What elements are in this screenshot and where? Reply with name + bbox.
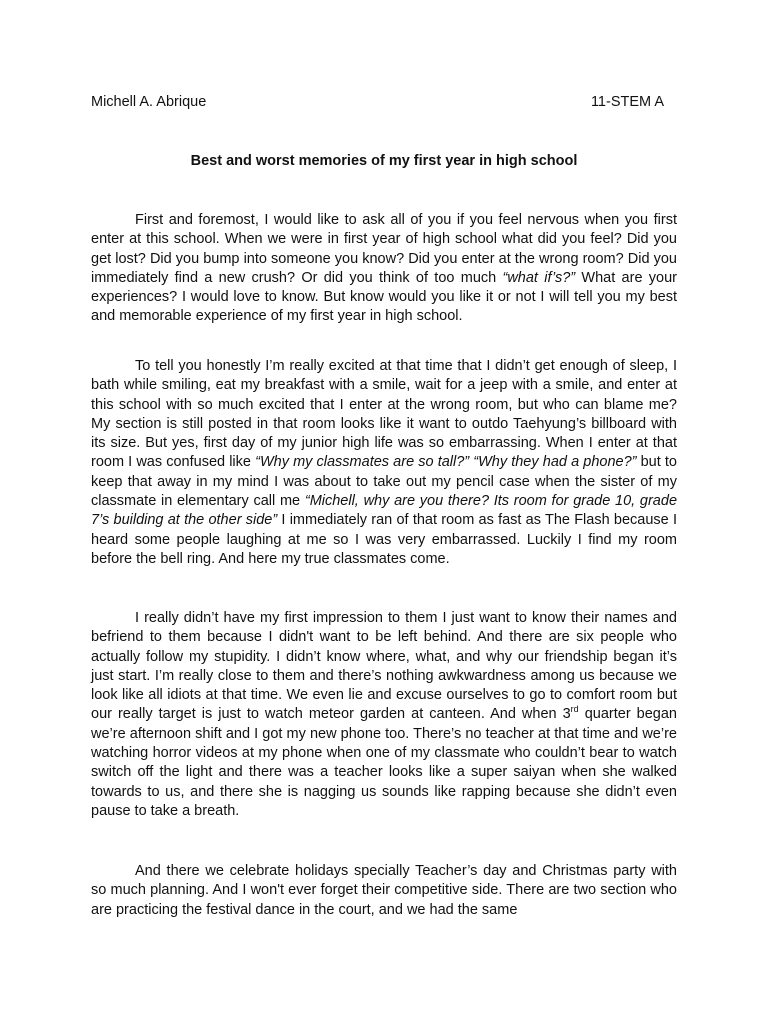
- paragraph-text: What are your experiences? I would love to know. But know would you like it or not I will tell you my best and memorable experience of my first year in high school.: [91, 269, 677, 325]
- paragraph-text: I really didn’t have my first impression to them I just want to know their names and befriend to them because I didn't want to be left behind. And there are six people who actually follow my stupidity. I didn’t know where, what, and why our friendship began it’s just start. I’m really close to them and there’s nothing awkwardness among us because we look like all idiots at that time. We even lie and excuse ourselves to go to comfort room but our really target is just to watch meteor garden at canteen. And when 3: [91, 610, 677, 723]
- paragraph-text: quarter began we’re afternoon shift and I got my new phone too. There’s no teacher at that time and we’re watching horror videos at my phone when one of my classmate who couldn’t bear to watch switch off the light and there was a teacher looks like a super saiyan when she walked towards to us, and there she is nagging us sounds like rapping because she didn’t even pause to take a breath.: [91, 706, 677, 819]
- paragraph-text: First and foremost, I would like to ask all of you if you feel nervous when you first enter at this school. When we were in first year of high school what did you feel? Did you get lost? Did you bump into someone you know? Did you enter at the wrong room? Did you immediately find a new crush? Or did you think of too much: [91, 212, 677, 286]
- paragraph-1: [91, 211, 677, 327]
- ordinal-superscript: rd: [570, 704, 579, 715]
- paragraph-text: but to keep that away in my mind I was about to take out my pencil case when the sister of my classmate in elementary call me: [91, 454, 677, 510]
- paragraph-4: [91, 862, 677, 920]
- paragraph-text: I immediately ran of that room as fast as The Flash because I heard some people laughing at me so I was very embarrassed. Luckily I find my room before the bell ring. And here my true classmates come.: [91, 512, 677, 567]
- italic-quote: “Michell, why are you there? Its room for grade 10, grade 7’s building at the other side”: [91, 493, 678, 529]
- document-header: [91, 93, 664, 111]
- italic-quote: “what if’s?”: [502, 269, 576, 286]
- paragraph-3: [91, 609, 677, 821]
- class-section: 11-STEM A: [590, 94, 664, 110]
- italic-quote: “Why my classmates are so tall?” “Why they had a phone?”: [255, 454, 637, 471]
- essay-title: Best and worst memories of my first year in high school: [190, 153, 578, 169]
- paragraph-2: [91, 357, 677, 569]
- paragraph-text: And there we celebrate holidays specially Teacher’s day and Christmas party with so much planning. And I won't ever forget their competitive side. There are two section who are practicing the festival dance in the court, and we had the same: [91, 863, 677, 918]
- paragraph-text: To tell you honestly I’m really excited at that time that I didn’t get enough of sleep, I bath while smiling, eat my breakfast with a smile, wait for a jeep with a smile, and enter at this school with so much excited that I enter at the wrong room, but who can blame me? My section is still posted in that room looks like it want to outdo Taehyung’s billboard with its size. But yes, first day of my junior high life was so embarrassing. When I enter at that room I was confused like: [91, 358, 677, 471]
- author-name: Michell A. Abrique: [91, 94, 207, 110]
